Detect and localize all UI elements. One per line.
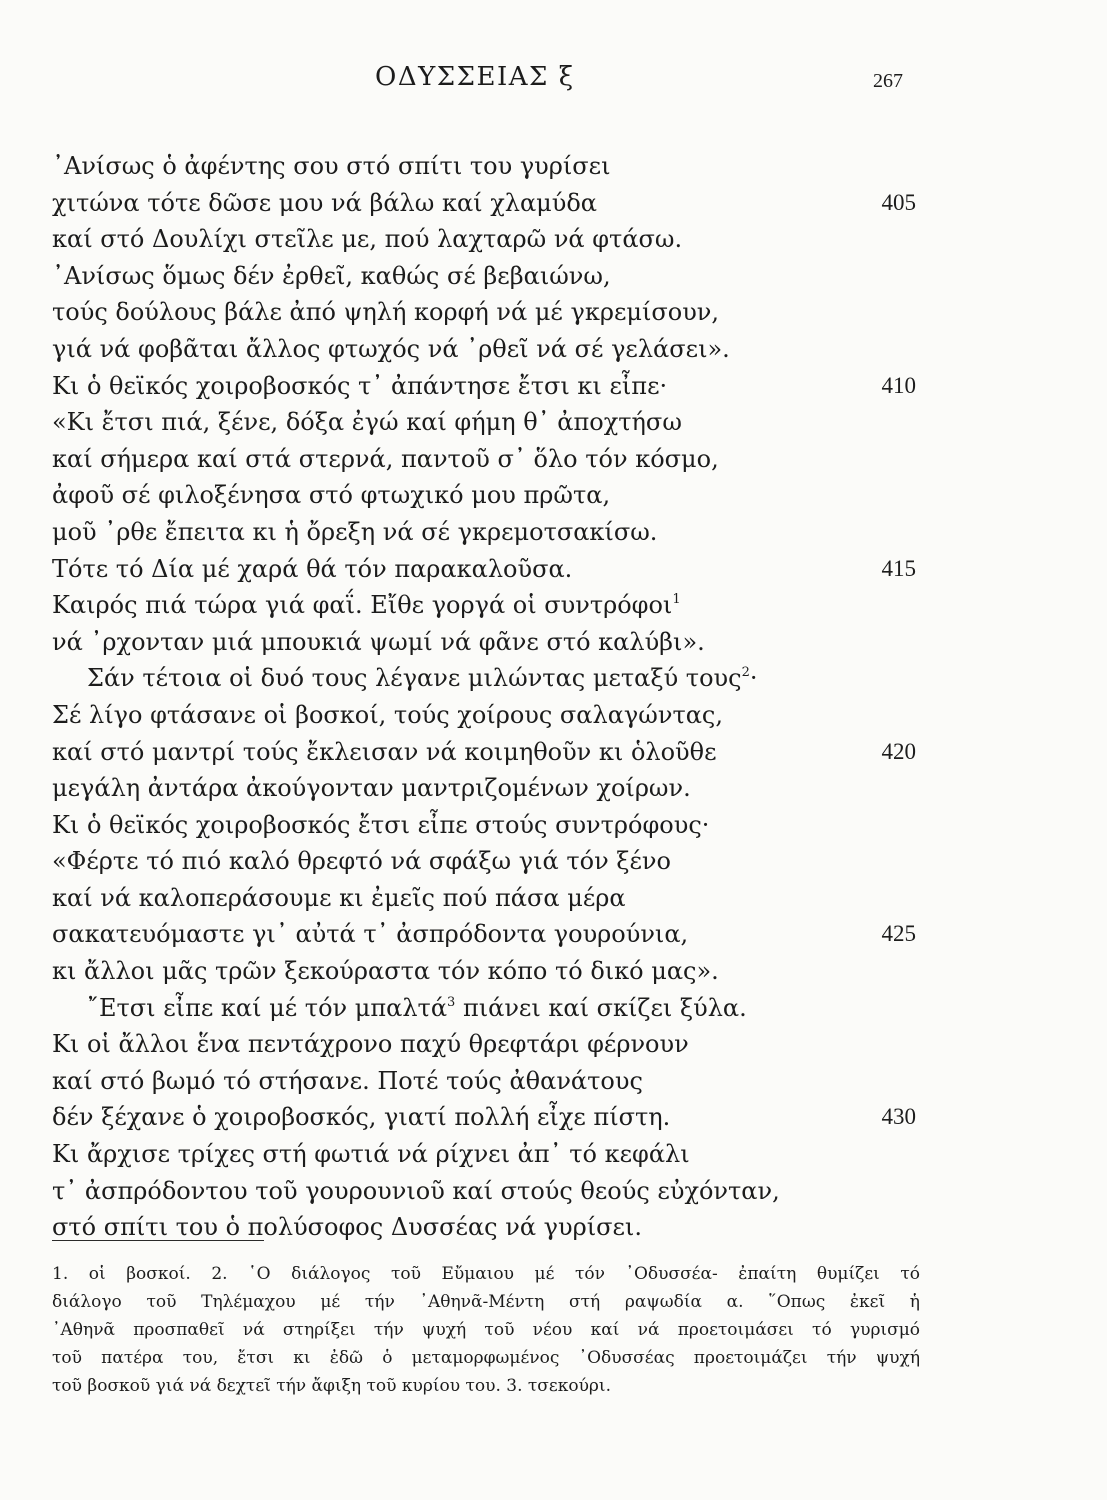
verse-text: καί σήμερα καί στά στερνά, παντοῦ σ᾿ ὅλο τόν κόσμο, [52, 444, 719, 473]
verse-text: Τότε τό Δία μέ χαρά θά τόν παρακαλοῦσα. [52, 554, 573, 583]
line-number: 425 [881, 921, 916, 947]
footnote-marker: 1 [672, 592, 681, 608]
poem-text [52, 148, 922, 1246]
page-number: 267 [873, 70, 903, 92]
page-header [0, 62, 1107, 102]
verse-line [52, 294, 922, 331]
verse-line [52, 1026, 922, 1063]
verse-text: νά ᾿ρχονταν μιά μπουκιά ψωμί νά φᾶνε στό καλύβι». [52, 627, 705, 656]
verse-line [52, 624, 922, 661]
verse-text: χιτώνα τότε δῶσε μου νά βάλω καί χλαμύδα [52, 188, 597, 217]
verse-text: γιά νά φοβᾶται ἄλλος φτωχός νά ᾿ρθεῖ νά σέ γελάσει». [52, 334, 730, 363]
footnote-divider [52, 1240, 264, 1241]
verse-text: σακατευόμαστε γι᾿ αὐτά τ᾿ ἀσπρόδοντα γουρούνια, [52, 920, 689, 949]
verse-text: ᾿Ανίσως ὅμως δέν ἐρθεῖ, καθώς σέ βεβαιώνω, [52, 261, 611, 290]
verse-text: ἀφοῦ σέ φιλοξένησα στό φτωχικό μου πρῶτα, [52, 481, 611, 510]
verse-line [52, 770, 922, 807]
verse-line [52, 880, 922, 917]
footnotes [52, 1260, 920, 1400]
verse-text: Κι ὁ θεϊκός χοιροβοσκός ἔτσι εἶπε στούς συντρόφους· [52, 810, 710, 839]
verse-line [52, 660, 922, 697]
verse-line [52, 221, 922, 258]
verse-line [52, 477, 922, 514]
verse-text: «Κι ἔτσι πιά, ξένε, δόξα ἐγώ καί φήμη θ᾿ ἀποχτήσω [52, 408, 682, 437]
verse-text: κι ἄλλοι μᾶς τρῶν ξεκούραστα τόν κόπο τό δικό μας». [52, 957, 719, 986]
verse-line [52, 1099, 922, 1136]
verse-line [52, 404, 922, 441]
verse-text: τ᾿ ἀσπρόδοντου τοῦ γουρουνιοῦ καί στούς θεούς εὐχόνταν, [52, 1176, 780, 1205]
footnote-line: διάλογο τοῦ Τηλέμαχου μέ τήν ᾿Αθηνᾶ-Μέντη στή ραψωδία α. ῞Οπως ἐκεῖ ἡ [52, 1292, 920, 1312]
verse-text: μοῦ ᾿ρθε ἔπειτα κι ἡ ὄρεξη νά σέ γκρεμοτσακίσω. [52, 517, 658, 546]
verse-line [52, 331, 922, 368]
verse-text: τούς δούλους βάλε ἀπό ψηλή κορφή νά μέ γκρεμίσουν, [52, 298, 720, 327]
verse-text: «Φέρτε τό πιό καλό θρεφτό νά σφάξω γιά τόν ξένο [52, 847, 671, 876]
verse-line [52, 514, 922, 551]
verse-text: ῎Ετσι εἶπε καί μέ τόν μπαλτά [87, 993, 448, 1022]
footnote-marker: 3 [447, 994, 456, 1010]
verse-text: στό σπίτι του ὁ πολύσοφος Δυσσέας νά γυρίσει. [52, 1213, 642, 1242]
verse-text: καί στό βωμό τό στήσανε. Ποτέ τούς ἀθανάτους [52, 1066, 643, 1095]
line-number: 405 [881, 189, 916, 215]
line-number: 415 [881, 555, 916, 581]
verse-line [52, 551, 922, 588]
verse-text: μεγάλη ἀντάρα ἀκούγονταν μαντριζομένων χοίρων. [52, 774, 691, 803]
verse-text: καί στό μαντρί τούς ἔκλεισαν νά κοιμηθοῦν κι ὁλοῦθε [52, 737, 717, 766]
verse-line [52, 148, 922, 185]
verse-text: Σάν τέτοια οἱ δυό τους λέγανε μιλώντας μεταξύ τους [87, 664, 742, 693]
verse-line [52, 734, 922, 771]
footnote-line: τοῦ πατέρα του, ἔτσι κι ἐδῶ ὁ μεταμορφωμένος ᾿Οδυσσέας προετοιμάζει τήν ψυχή [52, 1348, 920, 1368]
verse-text: καί στό Δουλίχι στεῖλε με, πού λαχταρῶ νά φτάσω. [52, 225, 683, 254]
verse-text: Κι ὁ θεϊκός χοιροβοσκός τ᾿ ἀπάντησε ἔτσι κι εἶπε· [52, 371, 668, 400]
verse-text: Κι οἱ ἄλλοι ἕνα πεντάχρονο παχύ θρεφτάρι φέρνουν [52, 1030, 689, 1059]
footnote-line: τοῦ βοσκοῦ γιά νά δεχτεῖ τήν ἄφιξη τοῦ κυρίου του. 3. τσεκούρι. [52, 1376, 611, 1396]
footnote-line: ᾿Αθηνᾶ προσπαθεῖ νά στηρίξει τήν ψυχή τοῦ νέου καί νά προετοιμάσει τό γυρισμό [52, 1320, 920, 1340]
verse-line [52, 916, 922, 953]
verse-text: δέν ξέχανε ὁ χοιροβοσκός, γιατί πολλή εἶχε πίστη. [52, 1103, 671, 1132]
verse-line [52, 1173, 922, 1210]
verse-line [52, 587, 922, 624]
line-number: 430 [881, 1104, 916, 1130]
verse-text: Σέ λίγο φτάσανε οἱ βοσκοί, τούς χοίρους σαλαγώντας, [52, 700, 723, 729]
footnote-marker: 2 [741, 665, 750, 681]
verse-line [52, 990, 922, 1027]
verse-line [52, 953, 922, 990]
verse-text-tail: · [749, 664, 758, 693]
footnote-line: 1. οἱ βοσκοί. 2. ῾Ο διάλογος τοῦ Εὔμαιου μέ τόν ᾿Οδυσσέα- ἐπαίτη θυμίζει τό [52, 1264, 920, 1284]
verse-text-tail: πιάνει καί σκίζει ξύλα. [455, 993, 747, 1022]
verse-line [52, 258, 922, 295]
line-number: 410 [881, 372, 916, 398]
verse-line [52, 368, 922, 405]
verse-text: ᾿Ανίσως ὁ ἀφέντης σου στό σπίτι του γυρίσει [52, 152, 611, 180]
verse-line [52, 807, 922, 844]
verse-text: Κι ἄρχισε τρίχες στή φωτιά νά ρίχνει ἀπ᾿ τό κεφάλι [52, 1140, 690, 1169]
verse-line [52, 1063, 922, 1100]
running-title: ΟΔΥΣΣΕΙΑΣ ξ [375, 62, 575, 92]
line-number: 420 [881, 738, 916, 764]
verse-line [52, 1136, 922, 1173]
verse-line [52, 697, 922, 734]
verse-text: καί νά καλοπεράσουμε κι ἐμεῖς πού πάσα μέρα [52, 883, 626, 912]
verse-line [52, 441, 922, 478]
verse-line [52, 843, 922, 880]
verse-line [52, 185, 922, 222]
verse-text: Καιρός πιά τώρα γιά φαΐ. Εἴθε γοργά οἱ συντρόφοι [52, 591, 673, 620]
